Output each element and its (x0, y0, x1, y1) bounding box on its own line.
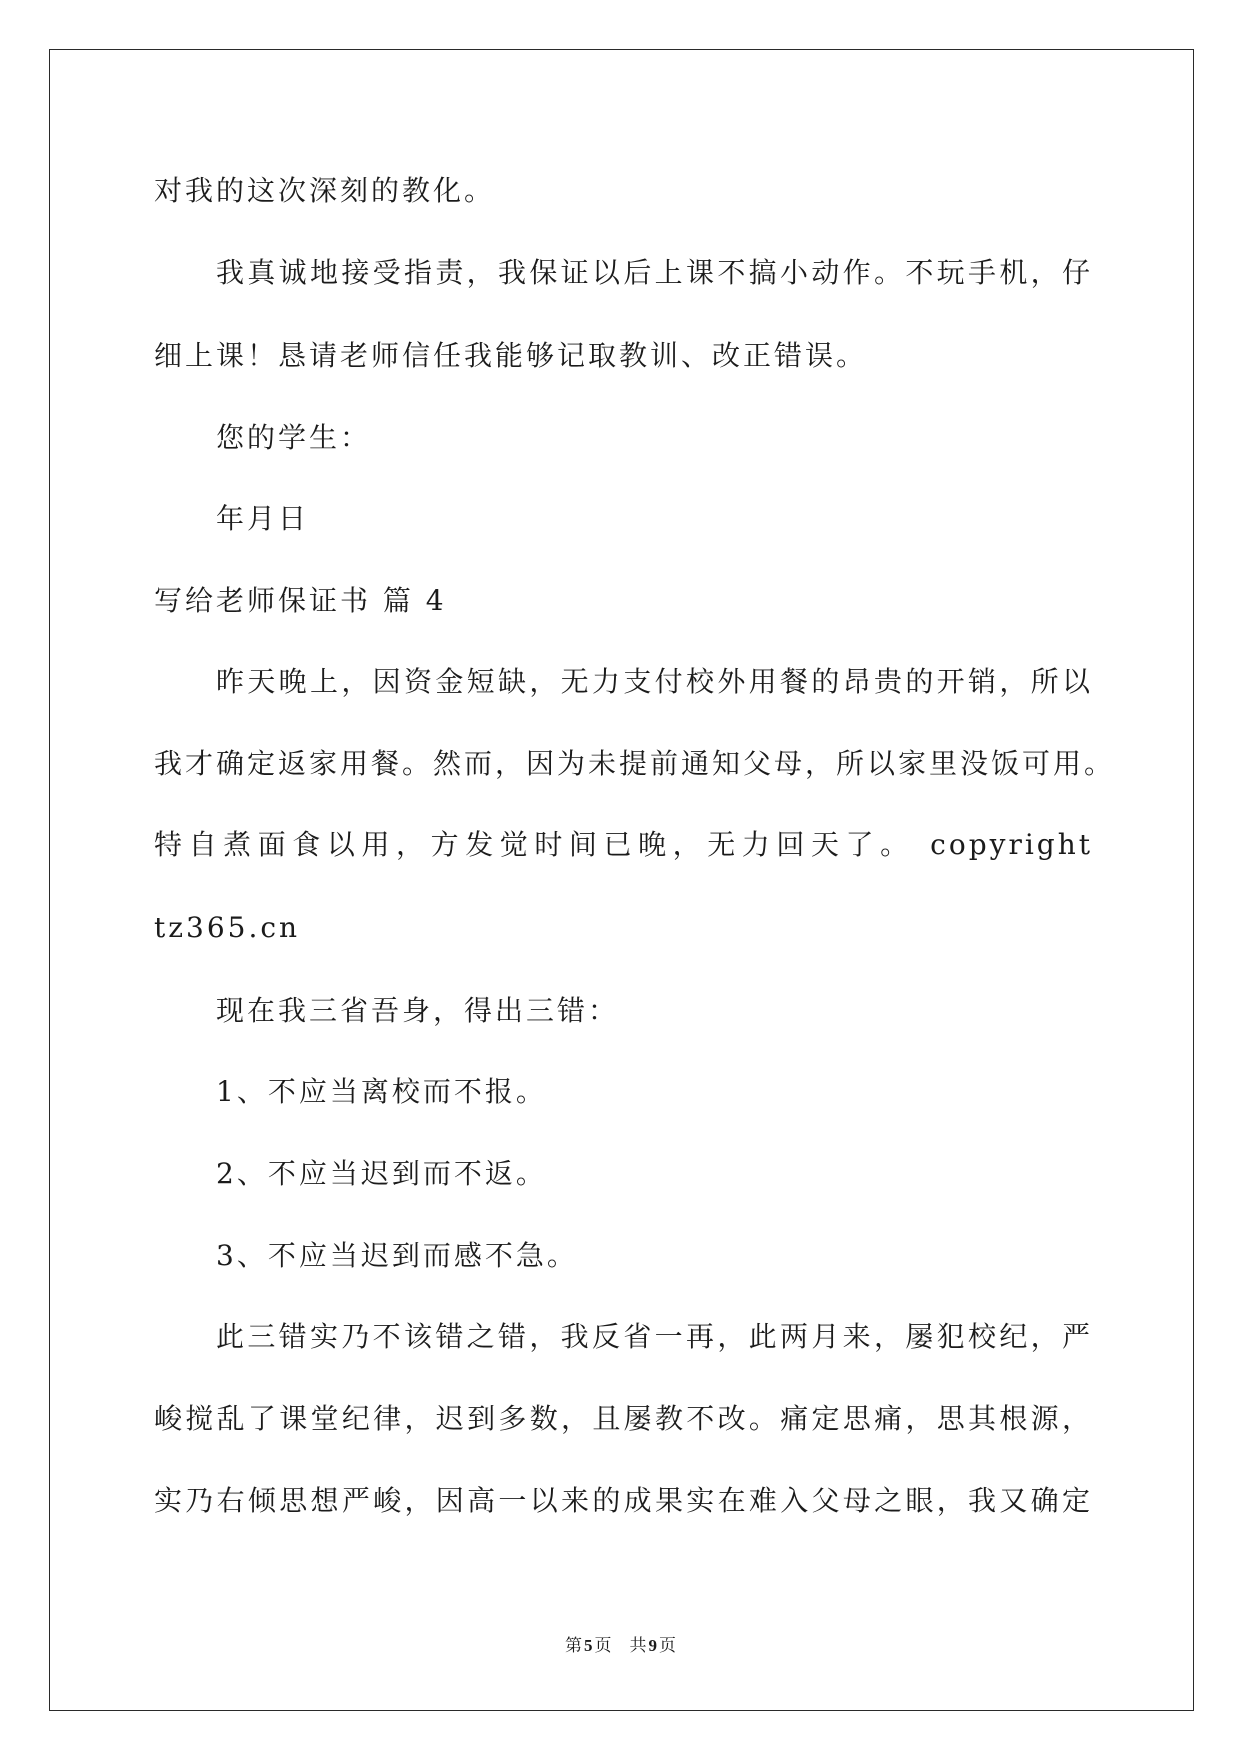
page-border (49, 49, 1194, 1711)
current-page-number: 5 (584, 1636, 593, 1655)
list-item: 1、不应当离校而不报。 (216, 1075, 547, 1108)
total-page-count: 9 (648, 1636, 657, 1655)
list-item: 3、不应当迟到而感不急。 (216, 1239, 578, 1272)
paragraph-line: 昨天晚上，因资金短缺，无力支付校外用餐的昂贵的开销，所以 (216, 665, 1093, 698)
paragraph-line: 现在我三省吾身，得出三错： (216, 994, 620, 1027)
date-line: 年月日 (216, 502, 310, 535)
paragraph-line: 我才确定返家用餐。然而，因为未提前通知父母，所以家里没饭可用。 (154, 747, 1116, 780)
page-number-suffix: 页 (594, 1636, 612, 1655)
paragraph-line: 此三错实乃不该错之错，我反省一再，此两月来，屡犯校纪，严 (216, 1320, 1093, 1353)
paragraph-line: 实乃右倾思想严峻，因高一以来的成果实在难入父母之眼，我又确定 (154, 1484, 1093, 1517)
total-pages-prefix: 共 (629, 1636, 647, 1655)
list-item: 2、不应当迟到而不返。 (216, 1157, 547, 1190)
paragraph-line: 特自煮面食以用，方发觉时间已晚，无力回天了。 copyright (154, 828, 1093, 861)
paragraph-line: tz365.cn (154, 911, 301, 944)
signature-line: 您的学生： (216, 421, 372, 454)
page-footer (0, 1634, 1241, 1658)
total-pages-suffix: 页 (659, 1636, 676, 1655)
paragraph-line: 对我的这次深刻的教化。 (154, 174, 496, 207)
paragraph-line: 峻搅乱了课堂纪律，迟到多数，且屡教不改。痛定思痛，思其根源， (154, 1402, 1093, 1435)
page-number-prefix: 第 (565, 1636, 582, 1655)
paragraph-line: 细上课！恳请老师信任我能够记取教训、改正错误。 (154, 339, 868, 372)
paragraph-line: 我真诚地接受指责，我保证以后上课不搞小动作。不玩手机，仔 (216, 256, 1093, 289)
section-heading: 写给老师保证书 篇 4 (154, 584, 447, 617)
